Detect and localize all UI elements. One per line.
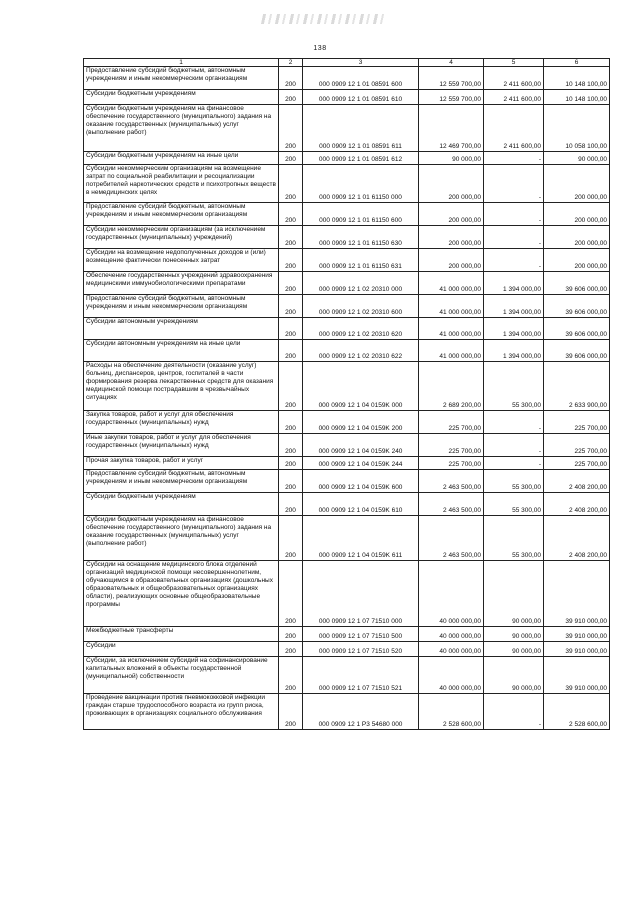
header-cell: 1	[84, 59, 279, 67]
table-row	[84, 318, 610, 340]
cell-v6: 200 000,00	[544, 226, 610, 249]
cell-v6: 10 148 100,00	[544, 90, 610, 105]
cell-code: 000 0909 12 1 04 0159K 600	[303, 470, 419, 493]
cell-v6: 2 408 200,00	[544, 516, 610, 561]
header-cell: 4	[419, 59, 484, 67]
cell-v6: 2 408 200,00	[544, 470, 610, 493]
cell-v4: 12 469 700,00	[419, 105, 484, 152]
cell-c2: 200	[279, 340, 303, 362]
cell-v6: 10 148 100,00	[544, 67, 610, 90]
cell-v5: -	[484, 434, 544, 457]
cell-name: Субсидии некоммерческим организациям (за исключением государственных (муниципальных) учреждений)	[84, 226, 279, 249]
cell-c2: 200	[279, 203, 303, 226]
cell-code: 000 0909 12 1 07 71510 000	[303, 561, 419, 627]
cell-v4: 225 700,00	[419, 411, 484, 434]
table-row	[84, 657, 610, 694]
cell-v5: 90 000,00	[484, 657, 544, 694]
cell-v5: -	[484, 226, 544, 249]
cell-c2: 200	[279, 561, 303, 627]
cell-v5: 55 300,00	[484, 470, 544, 493]
table-row	[84, 457, 610, 470]
cell-code: 000 0909 12 1 P3 54680 000	[303, 694, 419, 730]
cell-v5: 90 000,00	[484, 561, 544, 627]
cell-v6: 2 633 900,00	[544, 362, 610, 411]
cell-v5: 1 394 000,00	[484, 272, 544, 295]
cell-v5: -	[484, 249, 544, 272]
cell-c2: 200	[279, 642, 303, 657]
cell-c2: 200	[279, 152, 303, 165]
cell-c2: 200	[279, 165, 303, 203]
cell-c2: 200	[279, 90, 303, 105]
cell-name: Субсидии бюджетным учреждениям на финансовое обеспечение государственного (муниципального) задания на оказание государственных (муниципальных) услуг (выполнение работ)	[84, 105, 279, 152]
cell-code: 000 0909 12 1 02 20310 000	[303, 272, 419, 295]
cell-v6: 200 000,00	[544, 249, 610, 272]
cell-c2: 200	[279, 627, 303, 642]
cell-code: 000 0909 12 1 02 20310 622	[303, 340, 419, 362]
cell-code: 000 0909 12 1 01 61150 630	[303, 226, 419, 249]
table-row	[84, 493, 610, 516]
cell-code: 000 0909 12 1 04 0159K 610	[303, 493, 419, 516]
table-row	[84, 67, 610, 90]
table-row	[84, 226, 610, 249]
table-row	[84, 203, 610, 226]
table-row	[84, 295, 610, 318]
cell-c2: 200	[279, 318, 303, 340]
header-row	[84, 59, 610, 67]
table-row	[84, 516, 610, 561]
cell-name: Субсидии, за исключением субсидий на софинансирование капитальных вложений в объекты государственной (муниципальной) собственности	[84, 657, 279, 694]
cell-v4: 2 463 500,00	[419, 493, 484, 516]
cell-v6: 39 606 000,00	[544, 318, 610, 340]
cell-v6: 39 910 000,00	[544, 642, 610, 657]
cell-v5: 1 394 000,00	[484, 295, 544, 318]
cell-v5: -	[484, 203, 544, 226]
cell-code: 000 0909 12 1 04 0159K 611	[303, 516, 419, 561]
cell-name: Предоставление субсидий бюджетным, автономным учреждениям и иным некоммерческим организациям	[84, 203, 279, 226]
scan-artifact	[261, 14, 388, 24]
cell-v6: 200 000,00	[544, 203, 610, 226]
cell-name: Субсидии бюджетным учреждениям	[84, 90, 279, 105]
cell-name: Субсидии бюджетным учреждениям на финансовое обеспечение государственного (муниципального) задания на оказание государственных (муниципальных) услуг (выполнение работ)	[84, 516, 279, 561]
cell-v5: -	[484, 152, 544, 165]
cell-v6: 39 910 000,00	[544, 561, 610, 627]
cell-code: 000 0909 12 1 01 08591 612	[303, 152, 419, 165]
table-row	[84, 272, 610, 295]
cell-v6: 225 700,00	[544, 434, 610, 457]
header-cell: 2	[279, 59, 303, 67]
cell-name: Прочая закупка товаров, работ и услуг	[84, 457, 279, 470]
cell-v4: 12 559 700,00	[419, 67, 484, 90]
cell-code: 000 0909 12 1 01 08591 611	[303, 105, 419, 152]
cell-name: Закупка товаров, работ и услуг для обеспечения государственных (муниципальных) нужд	[84, 411, 279, 434]
cell-v4: 41 000 000,00	[419, 295, 484, 318]
cell-v4: 225 700,00	[419, 457, 484, 470]
cell-code: 000 0909 12 1 01 08591 610	[303, 90, 419, 105]
cell-v4: 41 000 000,00	[419, 272, 484, 295]
cell-code: 000 0909 12 1 04 0159K 244	[303, 457, 419, 470]
cell-code: 000 0909 12 1 04 0159K 200	[303, 411, 419, 434]
cell-v6: 90 000,00	[544, 152, 610, 165]
table-row	[84, 411, 610, 434]
cell-v6: 225 700,00	[544, 457, 610, 470]
cell-v4: 12 559 700,00	[419, 90, 484, 105]
cell-v5: 1 394 000,00	[484, 340, 544, 362]
cell-v4: 90 000,00	[419, 152, 484, 165]
cell-v5: 90 000,00	[484, 627, 544, 642]
cell-name: Проведение вакцинации против пневмококковой инфекции граждан старше трудоспособного возраста из групп риска, проживающих в организациях социального обслуживания	[84, 694, 279, 730]
cell-code: 000 0909 12 1 01 61150 600	[303, 203, 419, 226]
cell-v5: 55 300,00	[484, 493, 544, 516]
cell-v6: 39 606 000,00	[544, 295, 610, 318]
cell-v6: 39 606 000,00	[544, 340, 610, 362]
table-row	[84, 470, 610, 493]
table-row	[84, 627, 610, 642]
cell-c2: 200	[279, 105, 303, 152]
table-body	[84, 67, 610, 730]
cell-v4: 40 000 000,00	[419, 657, 484, 694]
cell-code: 000 0909 12 1 07 71510 500	[303, 627, 419, 642]
table-row	[84, 105, 610, 152]
cell-c2: 200	[279, 434, 303, 457]
cell-c2: 200	[279, 249, 303, 272]
cell-code: 000 0909 12 1 02 20310 620	[303, 318, 419, 340]
cell-v6: 225 700,00	[544, 411, 610, 434]
table-row	[84, 152, 610, 165]
cell-c2: 200	[279, 67, 303, 90]
cell-name: Субсидии	[84, 642, 279, 657]
cell-v4: 200 000,00	[419, 165, 484, 203]
cell-v6: 39 910 000,00	[544, 657, 610, 694]
cell-v5: -	[484, 165, 544, 203]
cell-v4: 200 000,00	[419, 226, 484, 249]
table-row	[84, 90, 610, 105]
cell-code: 000 0909 12 1 01 08591 600	[303, 67, 419, 90]
cell-v5: 90 000,00	[484, 642, 544, 657]
cell-name: Иные закупки товаров, работ и услуг для обеспечения государственных (муниципальных) нужд	[84, 434, 279, 457]
table-row	[84, 694, 610, 730]
cell-v6: 200 000,00	[544, 165, 610, 203]
cell-v5: -	[484, 457, 544, 470]
budget-table	[83, 58, 610, 730]
table-row	[84, 362, 610, 411]
cell-code: 000 0909 12 1 01 61150 000	[303, 165, 419, 203]
cell-name: Субсидии автономным учреждениям	[84, 318, 279, 340]
cell-v6: 2 528 600,00	[544, 694, 610, 730]
cell-v4: 200 000,00	[419, 249, 484, 272]
cell-v5: -	[484, 411, 544, 434]
cell-name: Расходы на обеспечение деятельности (оказание услуг) больниц, диспансеров, центров, госпиталей в части формирования резерва лекарственных средств для оказания медицинской помощи пострадавшим в чрезвычайных ситуациях	[84, 362, 279, 411]
table-row	[84, 340, 610, 362]
cell-code: 000 0909 12 1 04 0159K 000	[303, 362, 419, 411]
cell-v5: 2 411 600,00	[484, 90, 544, 105]
cell-v5: -	[484, 694, 544, 730]
cell-name: Субсидии на оснащение медицинского блока отделений организаций медицинской помощи несовершеннолетним, обучающимся в образовательных организациях (дошкольных образовательных и общеобразовательных организациях области), реализующих основные общеобразовательные программы	[84, 561, 279, 627]
cell-v4: 40 000 000,00	[419, 627, 484, 642]
cell-v4: 40 000 000,00	[419, 561, 484, 627]
cell-c2: 200	[279, 295, 303, 318]
cell-c2: 200	[279, 226, 303, 249]
cell-c2: 200	[279, 516, 303, 561]
cell-name: Предоставление субсидий бюджетным, автономным учреждениям и иным некоммерческим организациям	[84, 470, 279, 493]
cell-name: Субсидии некоммерческим организациям на возмещение затрат по социальной реабилитации и ресоциализации потребителей наркотических средств и психотропных веществ в немедицинских целях	[84, 165, 279, 203]
cell-code: 000 0909 12 1 02 20310 600	[303, 295, 419, 318]
cell-v6: 39 606 000,00	[544, 272, 610, 295]
cell-c2: 200	[279, 470, 303, 493]
cell-c2: 200	[279, 457, 303, 470]
cell-name: Межбюджетные трансферты	[84, 627, 279, 642]
cell-code: 000 0909 12 1 01 61150 631	[303, 249, 419, 272]
table-row	[84, 249, 610, 272]
cell-name: Субсидии бюджетным учреждениям	[84, 493, 279, 516]
cell-v4: 2 689 200,00	[419, 362, 484, 411]
cell-code: 000 0909 12 1 07 71510 521	[303, 657, 419, 694]
table-row	[84, 642, 610, 657]
page-number: 138	[313, 45, 327, 52]
cell-v4: 2 528 600,00	[419, 694, 484, 730]
cell-c2: 200	[279, 493, 303, 516]
cell-code: 000 0909 12 1 04 0159K 240	[303, 434, 419, 457]
cell-c2: 200	[279, 694, 303, 730]
header-cell: 6	[544, 59, 610, 67]
cell-v5: 2 411 600,00	[484, 67, 544, 90]
cell-v5: 55 300,00	[484, 362, 544, 411]
cell-v4: 41 000 000,00	[419, 318, 484, 340]
cell-v6: 39 910 000,00	[544, 627, 610, 642]
cell-c2: 200	[279, 657, 303, 694]
cell-v4: 41 000 000,00	[419, 340, 484, 362]
cell-c2: 200	[279, 272, 303, 295]
cell-name: Субсидии автономным учреждениям на иные цели	[84, 340, 279, 362]
cell-v4: 2 463 500,00	[419, 470, 484, 493]
cell-v5: 2 411 600,00	[484, 105, 544, 152]
cell-v4: 200 000,00	[419, 203, 484, 226]
cell-v5: 1 394 000,00	[484, 318, 544, 340]
cell-v6: 2 408 200,00	[544, 493, 610, 516]
cell-v4: 2 463 500,00	[419, 516, 484, 561]
table-row	[84, 561, 610, 627]
cell-name: Предоставление субсидий бюджетным, автономным учреждениям и иным некоммерческим организациям	[84, 295, 279, 318]
table-row	[84, 165, 610, 203]
cell-name: Субсидии на возмещение недополученных доходов и (или) возмещение фактически понесенных затрат	[84, 249, 279, 272]
header-cell: 3	[303, 59, 419, 67]
header-cell: 5	[484, 59, 544, 67]
cell-name: Субсидии бюджетным учреждениям на иные цели	[84, 152, 279, 165]
cell-name: Предоставление субсидий бюджетным, автономным учреждениям и иным некоммерческим организациям	[84, 67, 279, 90]
cell-v4: 40 000 000,00	[419, 642, 484, 657]
cell-v6: 10 058 100,00	[544, 105, 610, 152]
cell-c2: 200	[279, 362, 303, 411]
cell-v4: 225 700,00	[419, 434, 484, 457]
cell-name: Обеспечение государственных учреждений здравоохранения медицинскими иммунобиологическими препаратами	[84, 272, 279, 295]
cell-c2: 200	[279, 411, 303, 434]
table-row	[84, 434, 610, 457]
cell-code: 000 0909 12 1 07 71510 520	[303, 642, 419, 657]
cell-v5: 55 300,00	[484, 516, 544, 561]
